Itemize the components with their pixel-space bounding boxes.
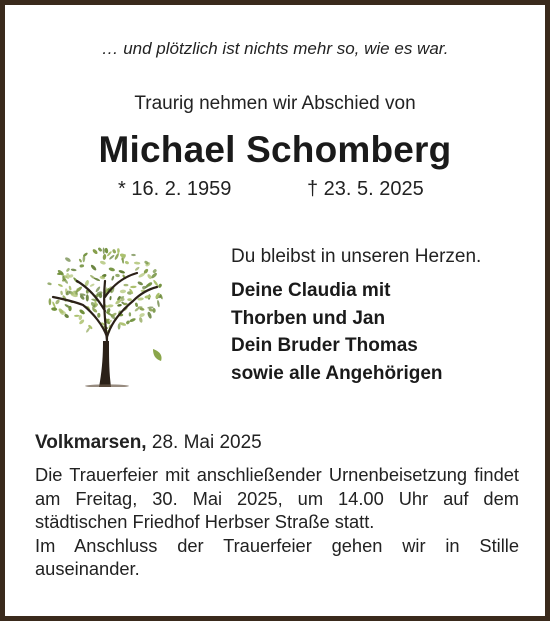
leaf-shape xyxy=(117,304,122,307)
mourner-line: Dein Bruder Thomas xyxy=(231,335,418,356)
verse-line: Du bleibst in unseren Herzen. xyxy=(231,246,482,267)
leaf-shape xyxy=(157,283,162,288)
leaf-shape xyxy=(71,268,77,271)
leaf-shape xyxy=(134,261,141,264)
leaf-shape xyxy=(135,302,139,307)
leaf-shape xyxy=(47,282,52,286)
leaf-shape xyxy=(104,248,108,254)
leaf-shape xyxy=(137,281,144,286)
leaf-shape xyxy=(100,260,107,265)
leaf-shape xyxy=(51,307,57,311)
tree-illustration-icon xyxy=(41,241,171,387)
place: Volkmarsen, xyxy=(35,432,147,453)
notice-date: 28. Mai 2025 xyxy=(151,432,262,453)
leaf-shape xyxy=(89,283,94,287)
death-date: † 23. 5. 2025 xyxy=(307,178,424,200)
leaf-shape xyxy=(92,248,99,255)
mourners-list xyxy=(231,277,443,387)
ceremony-paragraph: Die Trauerfeier mit anschließender Urnenbeisetzung findet am Freitag, 30. Mai 2025, um 14.00 Uhr auf dem städtischen Friedhof Herbser Straße statt. xyxy=(35,464,519,532)
leaf-shape xyxy=(109,296,111,300)
leaf-shape xyxy=(108,267,115,272)
leaf-shape xyxy=(139,312,146,318)
leaf-shape xyxy=(79,264,84,268)
leaf-shape xyxy=(115,273,120,277)
leaf-shape xyxy=(74,315,80,317)
leaf-shape xyxy=(124,260,129,264)
leaf-shape xyxy=(79,309,86,316)
leaf-shape xyxy=(60,291,63,296)
place-date-line xyxy=(35,432,262,454)
closing-paragraph: Im Anschluss der Trauerfeier gehen wir in Stille auseinander. xyxy=(35,534,519,579)
mourner-line: sowie alle Angehörigen xyxy=(231,362,443,384)
leaf-shape xyxy=(147,306,154,309)
leaf-shape xyxy=(55,299,61,305)
leaf-shape xyxy=(66,267,71,272)
leaf-shape xyxy=(130,286,137,289)
intro-line: Traurig nehmen wir Abschied von xyxy=(134,93,416,114)
birth-date: * 16. 2. 1959 xyxy=(118,178,232,200)
leaf-shape xyxy=(129,317,136,322)
leaf-shape xyxy=(68,306,71,311)
leaf-shape xyxy=(134,266,140,271)
leaf-shape xyxy=(57,283,63,287)
leaf-shape xyxy=(102,254,106,260)
leaf-shape xyxy=(111,275,115,280)
leaf-shape xyxy=(78,258,82,263)
leaf-shape xyxy=(153,279,159,286)
leaf-shape xyxy=(139,317,144,323)
leaf-shape xyxy=(49,298,52,305)
obituary-card xyxy=(5,5,545,616)
leaf-shape xyxy=(90,264,97,271)
mourner-line: Deine Claudia mit xyxy=(231,280,391,301)
leaf-shape xyxy=(109,254,115,260)
leaf-shape xyxy=(118,269,125,274)
mourner-line: Thorben und Jan xyxy=(231,307,386,329)
leaf-shape xyxy=(97,247,102,252)
leaf-shape xyxy=(147,311,153,319)
leaf-shape xyxy=(129,312,132,316)
leaf-shape xyxy=(94,277,101,282)
leaf-shape xyxy=(157,300,160,308)
leaf-shape xyxy=(64,313,70,319)
ceremony-details xyxy=(35,463,519,581)
leaf-shape xyxy=(97,313,100,318)
leaf-shape xyxy=(107,304,114,308)
leaf-shape xyxy=(120,289,126,293)
leaf-shape xyxy=(86,294,89,301)
motto: … und plötzlich ist nichts mehr so, wie es war. xyxy=(101,39,449,58)
leaf-shape xyxy=(127,298,132,301)
leaf-shape xyxy=(68,285,72,290)
deceased-name: Michael Schomberg xyxy=(98,129,452,170)
leaf-shape xyxy=(112,249,117,254)
leaf-shape xyxy=(123,284,128,286)
leaf-shape xyxy=(131,254,136,256)
leaf-shape xyxy=(103,247,105,254)
leaf-shape xyxy=(64,256,71,262)
leaf-shape xyxy=(152,268,157,273)
